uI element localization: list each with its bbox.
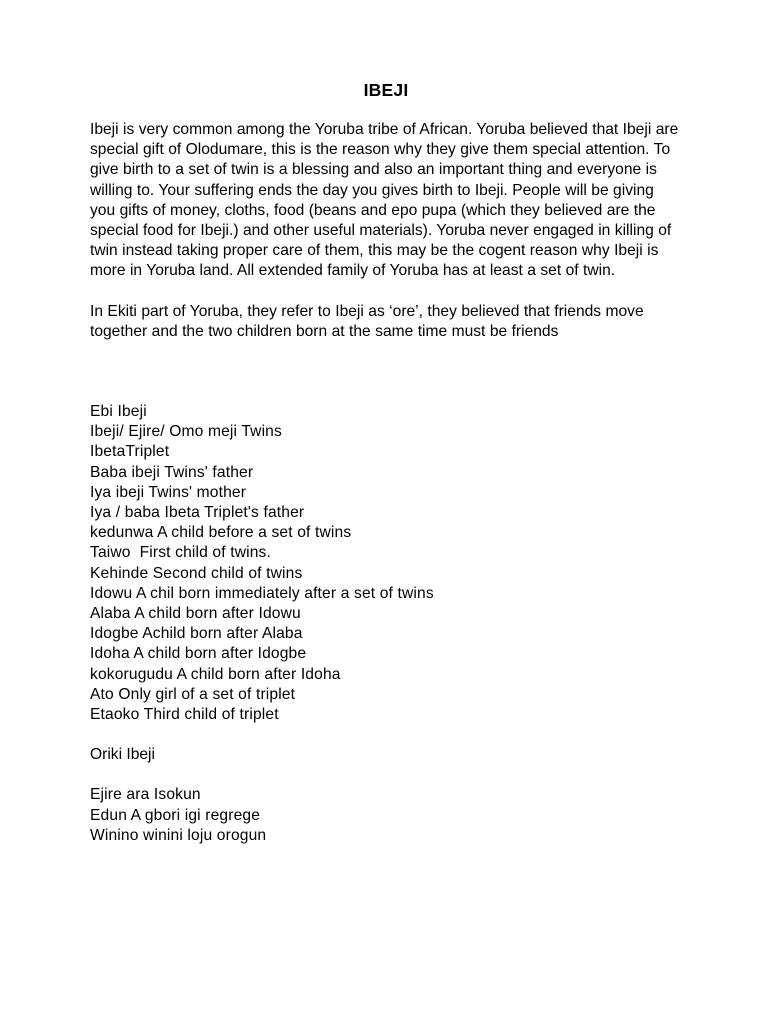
list-item: Baba ibeji Twins' father: [90, 463, 254, 481]
list-item: Alaba A child born after Idowu: [90, 605, 301, 623]
paragraph-ekiti: In Ekiti part of Yoruba, they refer to Ibeji as ‘ore’, they believed that friends move together and the two children born at the same time must be friends: [90, 302, 649, 340]
spacer-after-title: [90, 100, 682, 120]
page-title: IBEJI: [363, 80, 409, 100]
paragraph-intro: Ibeji is very common among the Yoruba tribe of African. Yoruba believed that Ibeji are special gift of Olodumare, this is the reason why they give them special attention. To give birth to a set of twin is a blessing and also an important thing and everyone is willing to. Your suffering ends the day you gives birth to Ibeji. People will be giving you gifts of money, cloths, food (beans and epo pupa (which they believed are the special food for Ibeji.) and other useful materials). Yoruba never engaged in killing of twin instead taking proper care of them, this may be the cogent reason why Ibeji is more in Yoruba land. All extended family of Yoruba has at least a set of twin.: [90, 121, 683, 280]
list-item: kokorugudu A child born after Idoha: [90, 665, 341, 683]
list-item: Ibeji/ Ejire/ Omo meji Twins: [90, 423, 282, 441]
list-item: kedunwa A child before a set of twins: [90, 524, 352, 542]
list-item: Iya / baba Ibeta Triplet's father: [90, 504, 305, 522]
spacer-after-oriki-heading: [90, 765, 682, 785]
list-item: Idogbe Achild born after Alaba: [90, 625, 303, 643]
list-item: Taiwo First child of twins.: [90, 544, 271, 562]
spacer-before-oriki-heading: [90, 725, 682, 745]
spacer-before-glossary: [90, 342, 682, 402]
spacer-after-intro: [90, 282, 682, 302]
oriki-list: [90, 785, 682, 846]
list-item: Idowu A chil born immediately after a set of twins: [90, 584, 434, 602]
list-item: Etaoko Third child of triplet: [90, 706, 279, 724]
list-item: Edun A gbori igi regrege: [90, 806, 261, 824]
document-body: [90, 80, 682, 846]
glossary-list: [90, 402, 682, 725]
oriki-heading: Oriki Ibeji: [90, 746, 155, 764]
list-item: Kehinde Second child of twins: [90, 564, 303, 582]
list-item: Idoha A child born after Idogbe: [90, 645, 307, 663]
list-item: Winino winini loju orogun: [90, 826, 267, 844]
list-item: Ejire ara Isokun: [90, 786, 201, 804]
list-item: IbetaTriplet: [90, 443, 170, 461]
list-item: Ebi Ibeji: [90, 403, 147, 421]
list-item: Ato Only girl of a set of triplet: [90, 685, 296, 703]
list-item: Iya ibeji Twins' mother: [90, 483, 247, 501]
